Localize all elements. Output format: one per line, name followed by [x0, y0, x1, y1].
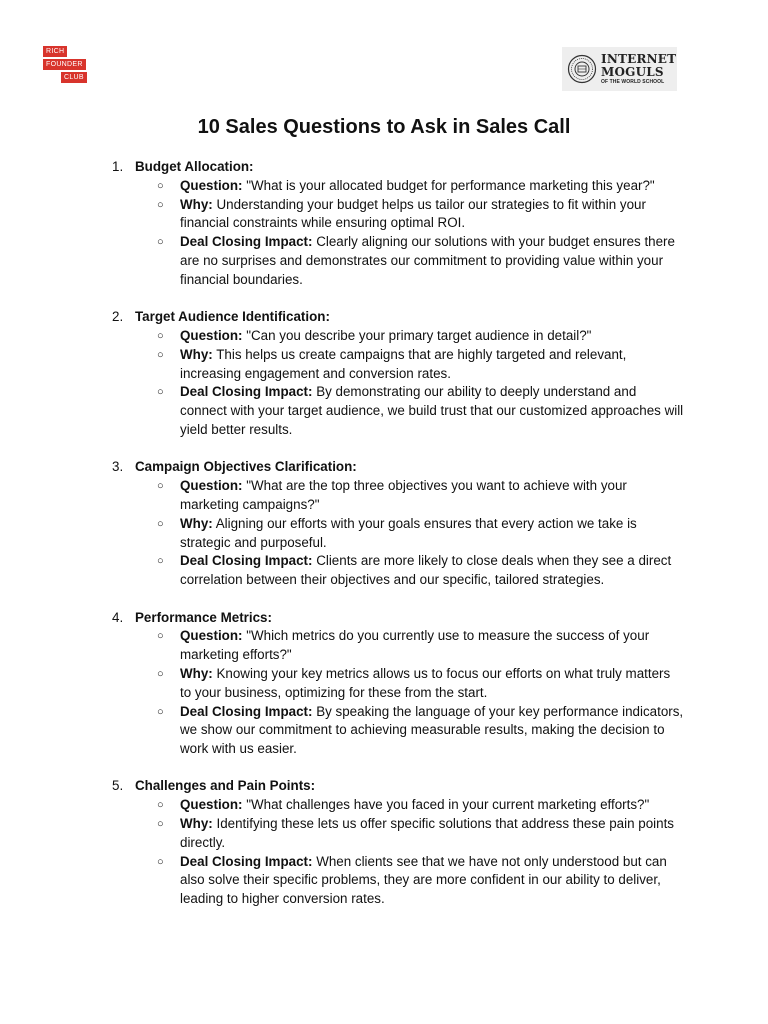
question-section	[104, 458, 684, 590]
bullet-list	[135, 177, 684, 290]
bullet-item	[135, 627, 684, 665]
bullet-item	[135, 477, 684, 515]
logo-word-club: CLUB	[61, 72, 87, 83]
hollow-bullet-icon: ○	[157, 179, 164, 192]
question-list	[104, 158, 684, 928]
bullet-item	[135, 515, 684, 553]
internet-moguls-logo	[562, 47, 677, 91]
rich-founder-club-logo	[43, 46, 93, 85]
bullet-label: Question:	[180, 327, 243, 343]
question-section	[104, 308, 684, 440]
bullet-text: Knowing your key metrics allows us to focus our efforts on what truly matters to your business, optimizing for these from the start.	[180, 665, 671, 700]
bullet-item	[135, 346, 684, 384]
bullet-item	[135, 703, 684, 759]
bullet-text: This helps us create campaigns that are highly targeted and relevant, increasing engagement and conversion rates.	[180, 346, 627, 381]
hollow-bullet-icon: ○	[157, 198, 164, 211]
bullet-text: "What challenges have you faced in your current marketing efforts?"	[246, 797, 650, 813]
section-heading: Campaign Objectives Clarification:	[135, 459, 357, 475]
seal-icon	[567, 54, 597, 84]
hollow-bullet-icon: ○	[157, 348, 164, 361]
hollow-bullet-icon: ○	[157, 386, 164, 399]
section-heading: Target Audience Identification:	[135, 309, 330, 325]
bullet-text: "Can you describe your primary target audience in detail?"	[246, 327, 592, 343]
logo-word-rich: RICH	[43, 46, 67, 57]
bullet-text: Clearly aligning our solutions with your budget ensures there are no surprises and demonstrates our commitment to providing value within your financial boundaries.	[180, 234, 675, 287]
bullet-label: Question:	[180, 628, 243, 644]
bullet-item	[135, 196, 684, 234]
bullet-label: Why:	[180, 346, 213, 362]
hollow-bullet-icon: ○	[157, 480, 164, 493]
hollow-bullet-icon: ○	[157, 855, 164, 868]
hollow-bullet-icon: ○	[157, 236, 164, 249]
question-section	[104, 158, 684, 290]
bullet-text: Aligning our efforts with your goals ensures that every action we take is strategic and purposeful.	[180, 515, 637, 550]
hollow-bullet-icon: ○	[157, 818, 164, 831]
section-number: 2.	[112, 309, 124, 325]
bullet-item	[135, 383, 684, 439]
section-number: 3.	[112, 459, 124, 475]
bullet-label: Deal Closing Impact:	[180, 553, 313, 569]
bullet-text: Identifying these lets us offer specific solutions that address these pain points directly.	[180, 816, 675, 850]
question-section	[104, 777, 684, 909]
section-heading: Budget Allocation:	[135, 159, 254, 174]
hollow-bullet-icon: ○	[157, 329, 164, 342]
bullet-item	[135, 552, 684, 590]
section-heading: Performance Metrics:	[135, 609, 272, 625]
bullet-label: Why:	[180, 515, 213, 531]
hollow-bullet-icon: ○	[157, 705, 164, 718]
bullet-label: Question:	[180, 478, 243, 494]
bullet-label: Deal Closing Impact:	[180, 234, 313, 250]
hollow-bullet-icon: ○	[157, 667, 164, 680]
bullet-label: Why:	[180, 816, 213, 832]
bullet-list	[135, 796, 684, 909]
logo-word-internet: INTERNET	[601, 52, 677, 66]
bullet-text: By speaking the language of your key performance indicators, we show our commitment to achieving measurable results, making the decision to work with us easier.	[180, 703, 684, 757]
hollow-bullet-icon: ○	[157, 555, 164, 568]
bullet-label: Question:	[180, 177, 243, 193]
section-number: 1.	[112, 159, 124, 174]
bullet-label: Deal Closing Impact:	[180, 853, 313, 869]
hollow-bullet-icon: ○	[157, 799, 164, 812]
section-number: 5.	[112, 778, 124, 794]
section-number: 4.	[112, 609, 124, 625]
bullet-label: Why:	[180, 196, 213, 212]
logo-word-moguls: MOGULS	[601, 65, 664, 79]
bullet-list	[135, 327, 684, 440]
bullet-list	[135, 627, 684, 759]
bullet-item	[135, 327, 684, 346]
bullet-text: "What are the top three objectives you want to achieve with your marketing campaigns?"	[180, 478, 627, 512]
bullet-item	[135, 796, 684, 815]
bullet-text: When clients see that we have not only understood but can also solve their specific problems, they are more confident in our ability to deliver, leading to higher conversion rates.	[180, 853, 667, 907]
bullet-list	[135, 477, 684, 590]
bullet-label: Deal Closing Impact:	[180, 384, 313, 400]
bullet-text: Clients are more likely to close deals when they see a direct correlation between their objectives and our specific, tailored strategies.	[180, 553, 672, 588]
question-section	[104, 609, 684, 759]
bullet-item	[135, 853, 684, 909]
bullet-text: "Which metrics do you currently use to measure the success of your marketing efforts?"	[180, 628, 650, 663]
section-heading: Challenges and Pain Points:	[135, 778, 316, 794]
bullet-item	[135, 177, 684, 196]
bullet-text: By demonstrating our ability to deeply understand and connect with your target audience, we build trust that our customized approaches will yield better results.	[180, 384, 684, 437]
bullet-item	[135, 233, 684, 289]
bullet-item	[135, 815, 684, 853]
hollow-bullet-icon: ○	[157, 630, 164, 643]
hollow-bullet-icon: ○	[157, 517, 164, 530]
bullet-text: Understanding your budget helps us tailor our strategies to fit within your financial constraints while ensuring optimal ROI.	[180, 196, 646, 231]
logo-word-founder: FOUNDER	[43, 59, 86, 70]
bullet-text: "What is your allocated budget for performance marketing this year?"	[246, 177, 655, 193]
page-title: 10 Sales Questions to Ask in Sales Call	[197, 116, 571, 138]
bullet-label: Question:	[180, 797, 243, 813]
bullet-label: Why:	[180, 665, 213, 681]
bullet-label: Deal Closing Impact:	[180, 703, 313, 719]
logo-tagline: OF THE WORLD SCHOOL	[601, 79, 665, 85]
bullet-item	[135, 665, 684, 703]
